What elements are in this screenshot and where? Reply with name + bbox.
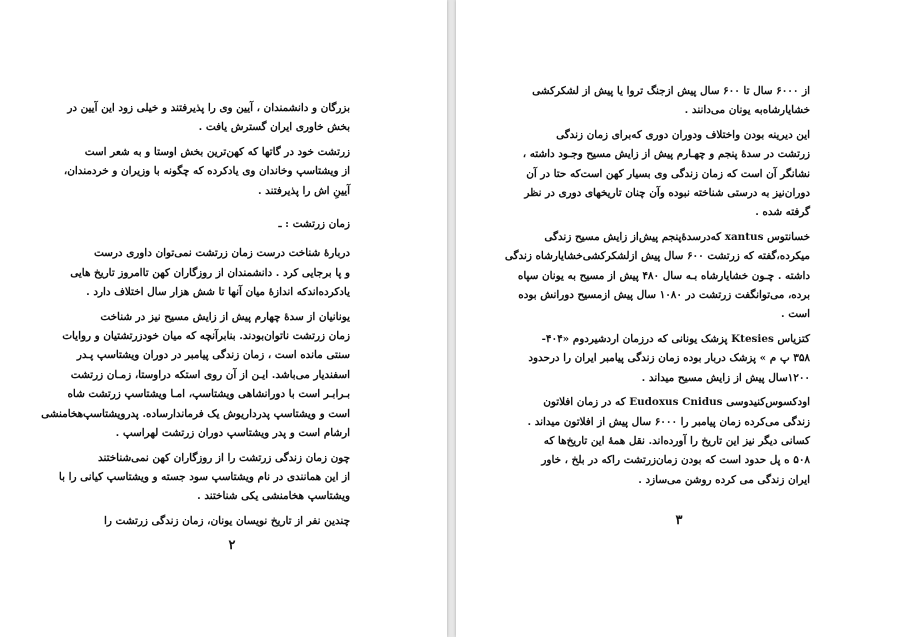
text-line: و پا برجایی کرد . دانشمندان از روزگاران کهن تاامروز تاریخ هایی — [70, 266, 350, 279]
paragraph — [504, 228, 810, 325]
text-line: از این همانندی در نام ویشتاسپ سود جسته و ویشتاسپ کیانی را با — [58, 470, 350, 483]
text-line: چون زمان زندگی زرتشت را از روزگاران کهن نمی‌شناختند — [98, 451, 350, 464]
text-line: خسانتوس xantus که‌درسدهٔ‌پنجم پیش‌از زایش مسیح زندگی — [544, 230, 810, 243]
text-line: کتزیاس Ktesies پزشک یونانی که درزمان اردشیردوم «۴۰۴- — [541, 332, 810, 345]
text-line: دوران‌نیز به درستی شناخته نبوده وآن چنان تاریخهای دوری در نظر — [524, 187, 810, 200]
text-line: اودکسوس‌کنیدوسی Eudoxus Cnidus که در زمان افلاتون — [543, 396, 810, 409]
text-line: سنتی مانده است ، زمان زندگی پیامبر در دوران ویشتاسپ پـدر — [76, 349, 350, 362]
text-line: میکرده،گفته که زرتشت ۶۰۰ سال پیش ازلشکرکشی‌خشایارشاه زندگی — [504, 250, 810, 263]
text-line: چندین نفر از تاریخ نویسان یونان، زمان زندگی زرتشت را — [103, 514, 350, 527]
text-line: نشانگر آن است که زمان زندگی وی بسیار کهن است‌که حتا در آن — [526, 167, 810, 180]
text-line: بـرابـر است با دورانشاهی ویشتاسپ، امـا ویشتاسپ زرتشت شاه — [67, 388, 350, 401]
right-page-text — [504, 82, 810, 495]
paragraph — [67, 99, 350, 138]
text-line: بزرگان و دانشمندان ، آیین وی را پذیرفتند و خیلی زود این آیین در — [67, 102, 350, 114]
text-line: یادکرده‌اندکه اندازهٔ میان آنها تا شش هزار سال اختلاف دارد . — [86, 286, 350, 299]
page-number: ۳ — [675, 513, 683, 528]
paragraph — [528, 330, 810, 388]
paragraph — [532, 82, 810, 121]
text-line: زندگی می‌کرده زمان پیامبر را ۶۰۰۰ سال پیش از افلاتون میداند . — [527, 415, 810, 428]
text-line: است . — [780, 308, 810, 321]
text-line: ۵۰۸ ه پل حدود است که بودن زمان‌زرتشت راکه در بلخ ، خاور — [541, 454, 810, 467]
text-line: دربارهٔ شناخت درست زمان زرتشت نمی‌توان داوری درست — [93, 247, 350, 260]
text-line: از ویشتاسپ وخاندان وی یادکرده که چگونه با وزیران و خردمندان، — [63, 165, 350, 178]
section-heading: زمان زرتشت : ـ — [278, 218, 350, 231]
paragraph — [41, 308, 350, 444]
right-page — [456, 0, 903, 637]
paragraph — [97, 512, 350, 531]
text-line: اسفندیار می‌باشد. ایـن از آن روی استکه دراوستا، زمـان زرتشت — [70, 368, 350, 381]
page-number: ۲ — [228, 538, 236, 553]
text-line: آیینِ اش را پذیرفتند . — [257, 184, 350, 197]
text-line: زرتشت در سدهٔ پنجم و چهـارم پیش از زایش مسیح وجـود داشته ، — [522, 148, 810, 161]
text-line: این دیرینه بودن واختلاف ودوران دوری که‌برای زمان زندگی — [556, 128, 810, 141]
text-line: ارشام است و پدر ویشتاسپ دوران زرتشت لهراسپ . — [115, 427, 350, 440]
text-line: داشته . چـون خشایارشاه بـه سال ۴۸۰ پیش از مسیح به یونان سپاه — [517, 269, 810, 282]
paragraph — [63, 143, 350, 201]
text-line: ۱۲۰۰سال پیش از زایش مسیح میداند . — [641, 371, 810, 384]
paragraph — [522, 126, 810, 223]
text-line: برده، می‌توانگفت زرتشت در ۱۰۸۰ سال پیش ازمسیح دورانش بوده — [518, 289, 810, 302]
text-line: ایران زندگی می کرده روشن می‌سازد . — [638, 473, 810, 486]
text-line: است و ویشتاسپ پدرداریوش یک فرماندارساده. پدرویشتاسپ‌هخامنشی — [41, 407, 350, 420]
paragraph — [58, 449, 350, 507]
text-line: کسانی دیگر نیز این تاریخ را آورده‌اند. نقل همهٔ این تاریخ‌ها که — [543, 434, 810, 447]
left-page-text — [41, 99, 350, 536]
text-line: گرفته شده . — [755, 206, 810, 219]
text-line: زرتشت خود در گاتها که کهن‌ترین بخش اوستا و به شعر است — [84, 145, 350, 158]
text-line: ویشتاسپ هخامنشی یکی شناختند . — [197, 490, 350, 503]
paragraph — [70, 244, 350, 302]
text-line: زمان زرتشت ناتوان‌بودند. بنابرآنچه که میان خودزرتشتیان و روایات — [62, 330, 350, 343]
paragraph — [527, 393, 810, 490]
text-line: از ۶۰۰۰ سال تا ۶۰۰ سال پیش ازجنگ تروا یا پیش از لشکرکشی — [532, 85, 810, 97]
left-page — [0, 0, 447, 637]
text-line: ۳۵۸ پ م » پزشک دربار بوده زمان زندگی پیامبر ایران را درحدود — [528, 352, 810, 365]
text-line: بخش خاوری ایران گسترش یافت . — [198, 121, 350, 134]
text-line: خشایارشاه‌به یونان می‌دانند . — [684, 104, 810, 117]
text-line: یونانیان از سدهٔ چهارم پیش از زایش مسیح نیز در شناخت — [100, 310, 350, 323]
